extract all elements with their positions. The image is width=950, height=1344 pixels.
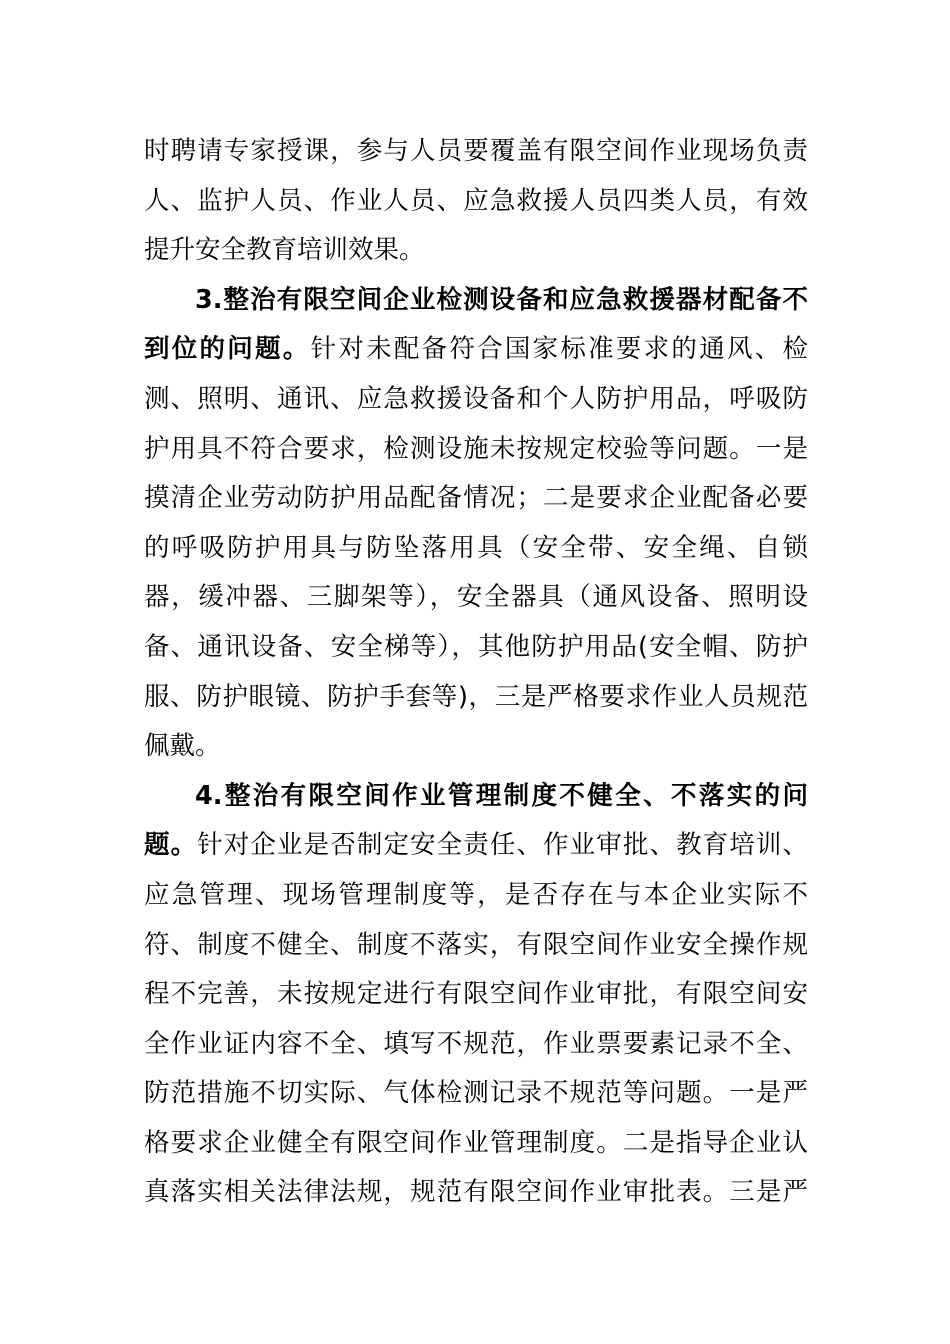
body-text: 全作业证内容不全、填写不规范，作业票要素记录不全、 bbox=[144, 1028, 808, 1059]
text-line bbox=[144, 425, 808, 475]
body-text: 人、监护人员、作业人员、应急救援人员四类人员，有效 bbox=[144, 185, 808, 216]
body-text: 佩戴。 bbox=[144, 731, 221, 762]
body-text: 程不完善，未按规定进行有限空间作业审批，有限空间安 bbox=[144, 979, 808, 1010]
text-line bbox=[144, 177, 808, 227]
text-line bbox=[144, 474, 808, 524]
text-line bbox=[144, 375, 808, 425]
body-text: 真落实相关法律法规，规范有限空间作业审批表。三是严 bbox=[144, 1177, 808, 1208]
body-text: 防范措施不切实际、气体检测记录不规范等问题。一是严 bbox=[144, 1078, 808, 1109]
body-text: 针对企业是否制定安全责任、作业审批、教育培训、 bbox=[197, 830, 808, 861]
body-text: 护用具不符合要求，检测设施未按规定校验等问题。一是 bbox=[144, 433, 808, 464]
body-text: 摸清企业劳动防护用品配备情况；二是要求企业配备必要 bbox=[144, 483, 808, 514]
text-line bbox=[144, 226, 808, 276]
body-text: 提升安全教育培训效果。 bbox=[144, 235, 425, 266]
text-line bbox=[144, 127, 808, 177]
text-line bbox=[144, 1168, 808, 1218]
bold-heading-text: 3.整治有限空间企业检测设备和应急救援器材配备不 bbox=[195, 284, 808, 315]
document-body bbox=[144, 127, 808, 1218]
text-line bbox=[144, 821, 808, 871]
text-line bbox=[144, 1069, 808, 1119]
text-line bbox=[144, 921, 808, 971]
body-text: 备、通讯设备、安全梯等），其他防护用品(安全帽、防护 bbox=[144, 631, 808, 662]
text-line bbox=[144, 573, 808, 623]
bold-heading-text: 4.整治有限空间作业管理制度不健全、不落实的问 bbox=[195, 780, 808, 811]
body-text: 应急管理、现场管理制度等，是否存在与本企业实际不 bbox=[144, 879, 808, 910]
text-line bbox=[144, 970, 808, 1020]
body-text: 器，缓冲器、三脚架等），安全器具（通风设备、照明设 bbox=[144, 582, 808, 613]
bold-heading-text: 到位的问题。 bbox=[144, 334, 311, 365]
body-text: 的呼吸防护用具与防坠落用具（安全带、安全绳、自锁 bbox=[144, 532, 808, 563]
body-text: 格要求企业健全有限空间作业管理制度。二是指导企业认 bbox=[144, 1127, 808, 1158]
text-line bbox=[144, 623, 808, 673]
bold-heading-text: 题。 bbox=[144, 830, 198, 861]
text-line bbox=[144, 1119, 808, 1169]
text-line bbox=[144, 772, 808, 822]
text-line bbox=[144, 722, 808, 772]
body-text: 符、制度不健全、制度不落实，有限空间作业安全操作规 bbox=[144, 929, 808, 960]
text-line bbox=[144, 673, 808, 723]
text-line bbox=[144, 325, 808, 375]
text-line bbox=[144, 524, 808, 574]
text-line bbox=[144, 1020, 808, 1070]
body-text: 测、照明、通讯、应急救援设备和个人防护用品，呼吸防 bbox=[144, 383, 808, 414]
text-line bbox=[144, 276, 808, 326]
body-text: 时聘请专家授课，参与人员要覆盖有限空间作业现场负责 bbox=[144, 136, 808, 166]
body-text: 服、防护眼镜、防护手套等)，三是严格要求作业人员规范 bbox=[144, 681, 808, 712]
body-text: 针对未配备符合国家标准要求的通风、检 bbox=[310, 334, 808, 365]
text-line bbox=[144, 871, 808, 921]
